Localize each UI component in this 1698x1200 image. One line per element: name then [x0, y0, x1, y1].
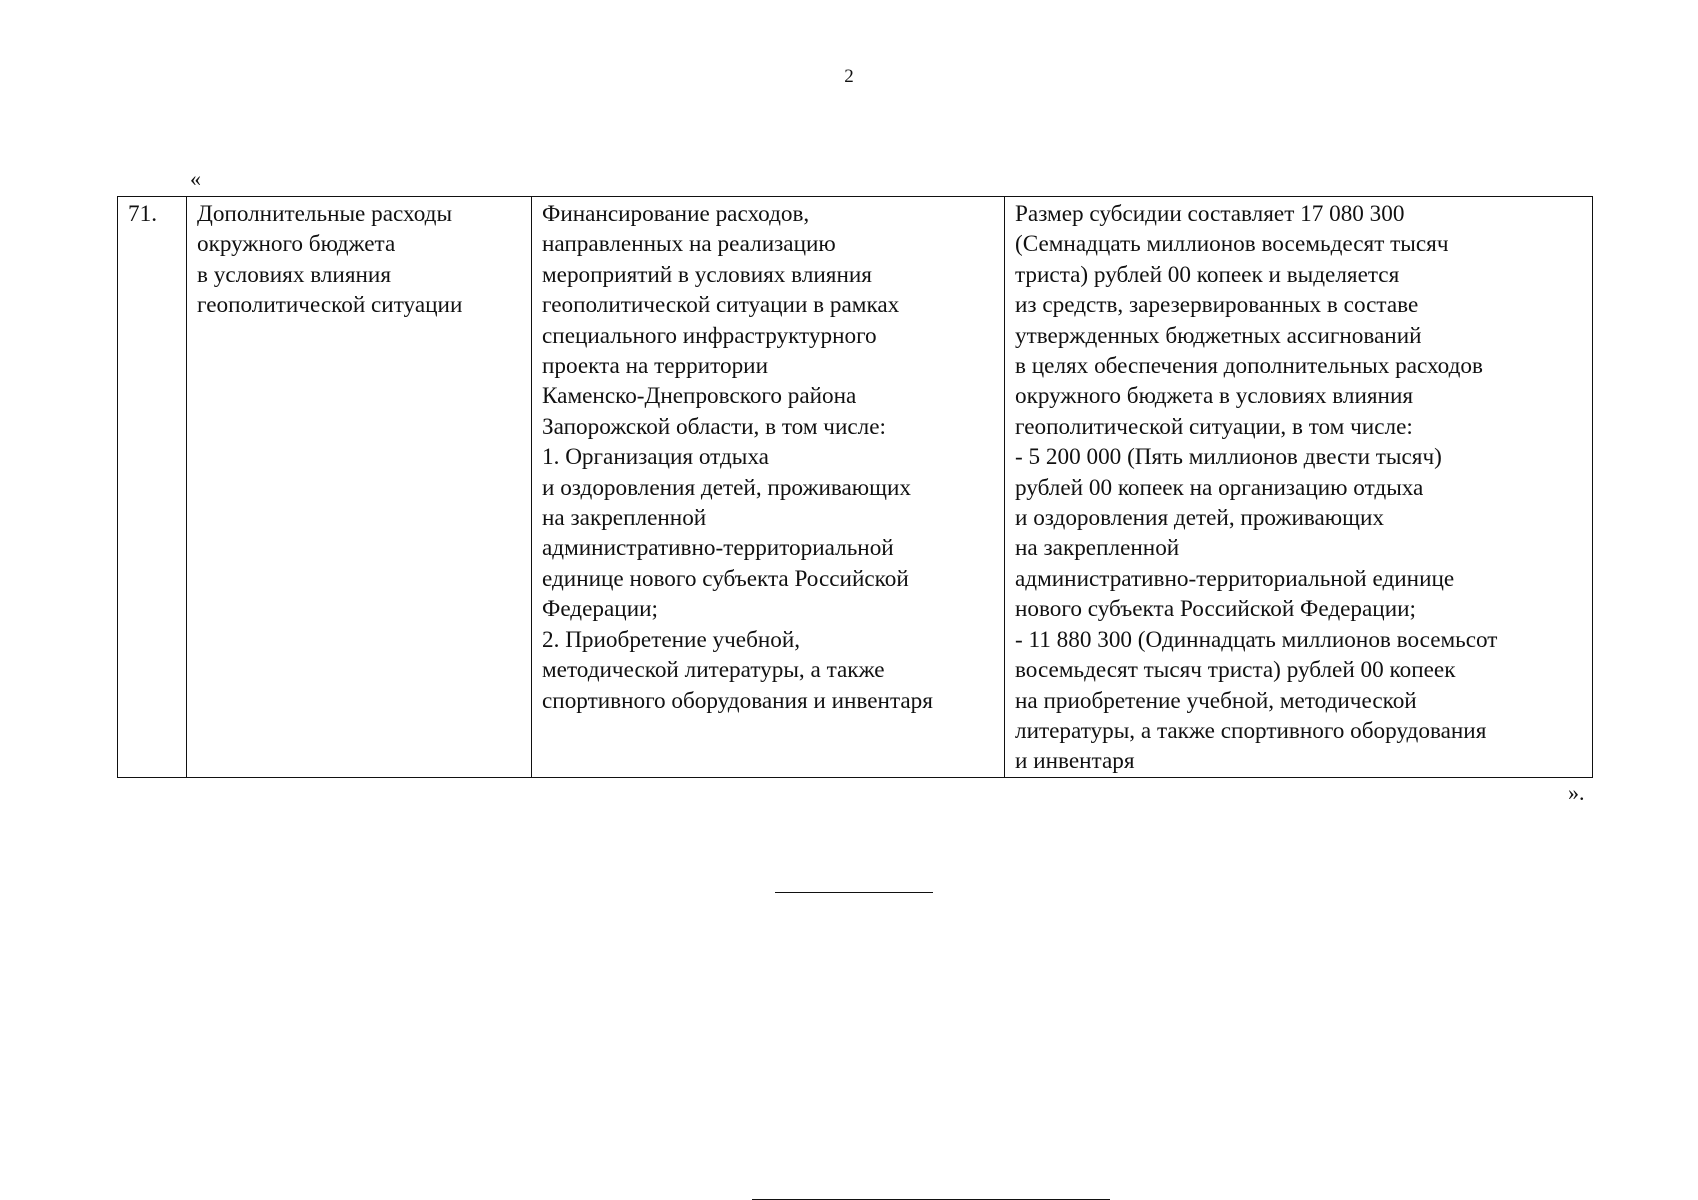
page-number: 2	[844, 66, 854, 87]
subsidy-table	[117, 196, 1593, 778]
financing-description-cell: Финансирование расходов, направленных на реализацию мероприятий в условиях влияния геополитической ситуации в рамках специального инфраструктурного проекта на территории Каменско-Днепровского района Запорожской области, в том числе: 1. Организация отдыха и оздоровления детей, проживающих на закрепленной административно-территориальной единице нового субъекта Российской Федерации; 2. Приобретение учебной, методической литературы, а также спортивного оборудования и инвентаря	[532, 197, 1005, 778]
closing-quote-mark: ».	[1568, 780, 1585, 805]
table-row	[118, 197, 1593, 778]
row-number-cell: 71.	[118, 197, 187, 778]
separator-line	[775, 892, 933, 893]
expense-name-cell: Дополнительные расходы окружного бюджета в условиях влияния геополитической ситуации	[187, 197, 532, 778]
opening-quote-mark: «	[190, 166, 201, 191]
subsidy-amount-cell: Размер субсидии составляет 17 080 300 (Семнадцать миллионов восемьдесят тысяч триста) рублей 00 копеек и выделяется из средств, зарезервированных в составе утвержденных бюджетных ассигнований в целях обеспечения дополнительных расходов окружного бюджета в условиях влияния геополитической ситуации, в том числе: - 5 200 000 (Пять миллионов двести тысяч) рублей 00 копеек на организацию отдыха и оздоровления детей, проживающих на закрепленной административно-территориальной единице нового субъекта Российской Федерации; - 11 880 300 (Одиннадцать миллионов восемьсот восемьдесят тысяч триста) рублей 00 копеек на приобретение учебной, методической литературы, а также спортивного оборудования и инвентаря	[1005, 197, 1593, 778]
